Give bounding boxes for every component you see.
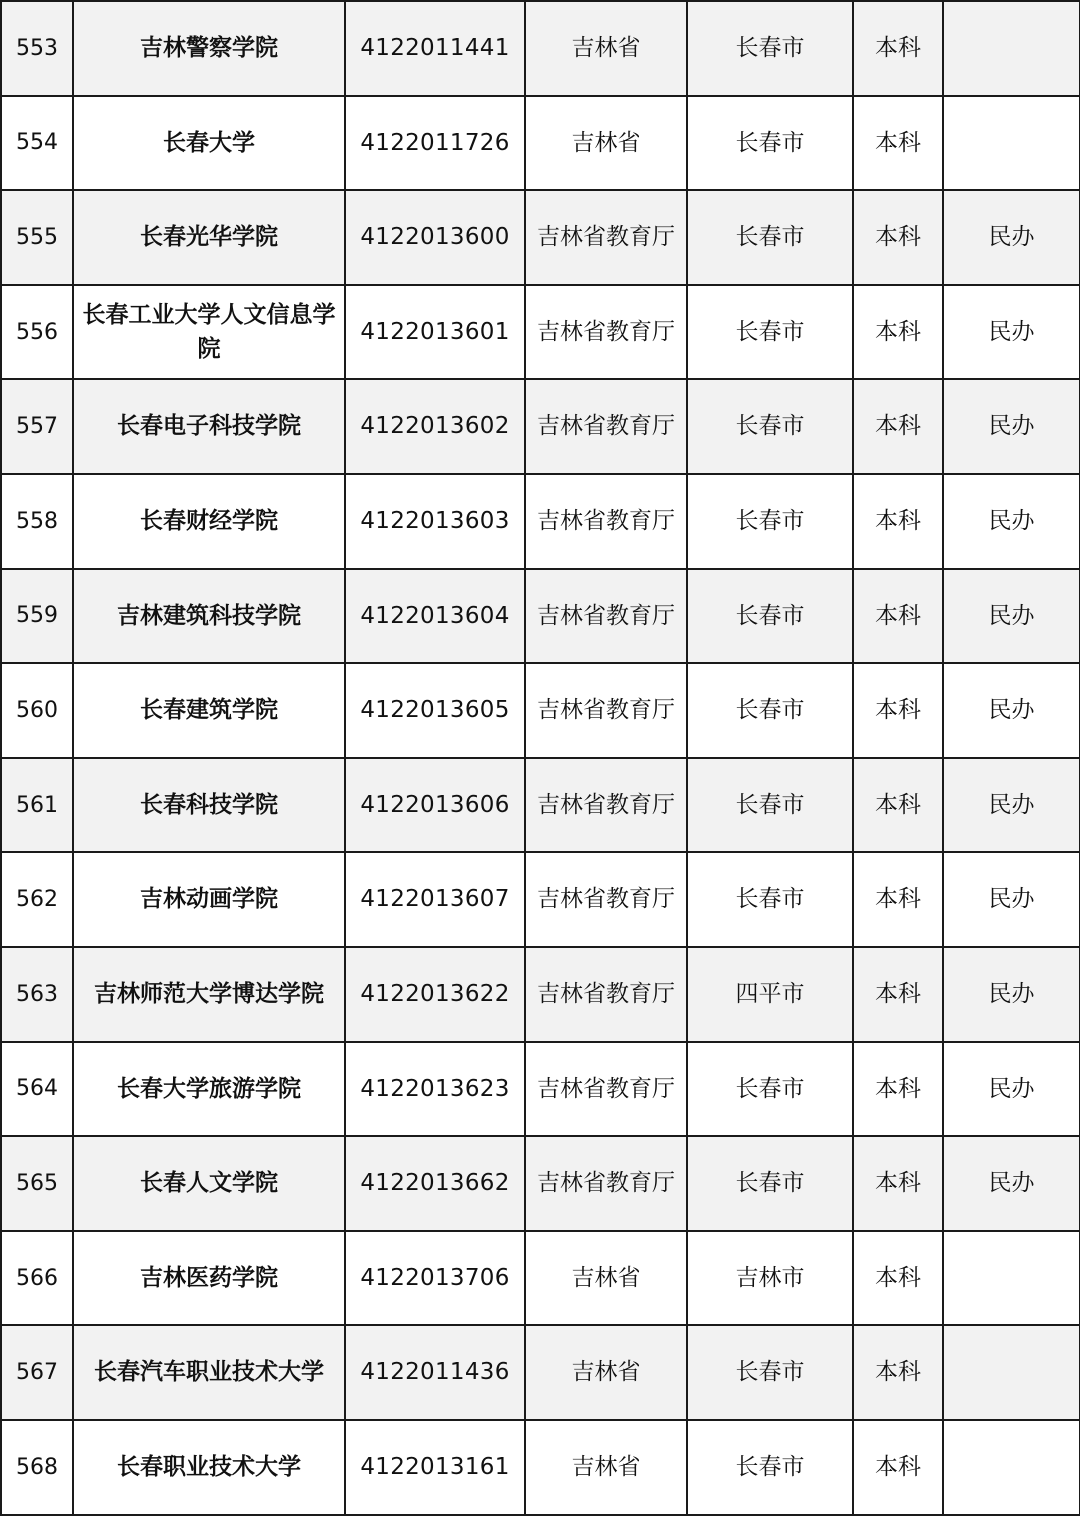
school-code: 4122013607 — [345, 852, 525, 947]
school-code: 4122013606 — [345, 758, 525, 853]
authority: 吉林省教育厅 — [525, 474, 687, 569]
row-number: 563 — [1, 947, 73, 1042]
authority: 吉林省教育厅 — [525, 663, 687, 758]
row-number: 562 — [1, 852, 73, 947]
row-number: 553 — [1, 1, 73, 96]
table-row — [1, 663, 1080, 758]
authority: 吉林省教育厅 — [525, 190, 687, 285]
authority: 吉林省 — [525, 1231, 687, 1326]
city: 长春市 — [687, 96, 853, 191]
school-code: 4122013662 — [345, 1136, 525, 1231]
city: 长春市 — [687, 1042, 853, 1137]
authority: 吉林省教育厅 — [525, 852, 687, 947]
table-row — [1, 1325, 1080, 1420]
table-row — [1, 947, 1080, 1042]
note — [943, 1420, 1080, 1515]
row-number: 554 — [1, 96, 73, 191]
note: 民办 — [943, 947, 1080, 1042]
city: 四平市 — [687, 947, 853, 1042]
school-code: 4122011726 — [345, 96, 525, 191]
authority: 吉林省 — [525, 96, 687, 191]
education-level: 本科 — [853, 1, 943, 96]
table-row — [1, 1231, 1080, 1326]
school-name: 长春大学旅游学院 — [73, 1042, 345, 1137]
education-level: 本科 — [853, 1420, 943, 1515]
school-name: 长春人文学院 — [73, 1136, 345, 1231]
note: 民办 — [943, 379, 1080, 474]
school-name: 长春职业技术大学 — [73, 1420, 345, 1515]
education-level: 本科 — [853, 285, 943, 380]
education-level: 本科 — [853, 379, 943, 474]
authority: 吉林省教育厅 — [525, 758, 687, 853]
school-code: 4122013622 — [345, 947, 525, 1042]
table-body — [1, 1, 1080, 1515]
row-number: 565 — [1, 1136, 73, 1231]
note: 民办 — [943, 190, 1080, 285]
school-code: 4122013623 — [345, 1042, 525, 1137]
school-code: 4122013605 — [345, 663, 525, 758]
education-level: 本科 — [853, 96, 943, 191]
education-level: 本科 — [853, 1042, 943, 1137]
school-name: 吉林师范大学博达学院 — [73, 947, 345, 1042]
city: 长春市 — [687, 1420, 853, 1515]
table-row — [1, 190, 1080, 285]
authority: 吉林省教育厅 — [525, 947, 687, 1042]
row-number: 558 — [1, 474, 73, 569]
education-level: 本科 — [853, 663, 943, 758]
school-code: 4122013602 — [345, 379, 525, 474]
row-number: 557 — [1, 379, 73, 474]
education-level: 本科 — [853, 474, 943, 569]
education-level: 本科 — [853, 190, 943, 285]
school-name: 吉林警察学院 — [73, 1, 345, 96]
note: 民办 — [943, 1136, 1080, 1231]
authority: 吉林省教育厅 — [525, 379, 687, 474]
school-name: 长春科技学院 — [73, 758, 345, 853]
row-number: 561 — [1, 758, 73, 853]
table-row — [1, 1420, 1080, 1515]
authority: 吉林省教育厅 — [525, 1136, 687, 1231]
row-number: 559 — [1, 569, 73, 664]
table-row — [1, 379, 1080, 474]
note: 民办 — [943, 569, 1080, 664]
city: 长春市 — [687, 285, 853, 380]
authority: 吉林省教育厅 — [525, 285, 687, 380]
authority: 吉林省教育厅 — [525, 1042, 687, 1137]
table-row — [1, 758, 1080, 853]
school-code: 4122013161 — [345, 1420, 525, 1515]
note: 民办 — [943, 758, 1080, 853]
table-row — [1, 96, 1080, 191]
note: 民办 — [943, 474, 1080, 569]
city: 长春市 — [687, 758, 853, 853]
education-level: 本科 — [853, 1325, 943, 1420]
school-name: 长春汽车职业技术大学 — [73, 1325, 345, 1420]
school-code: 4122013604 — [345, 569, 525, 664]
school-code: 4122011441 — [345, 1, 525, 96]
school-name: 长春电子科技学院 — [73, 379, 345, 474]
table-row — [1, 1136, 1080, 1231]
education-level: 本科 — [853, 947, 943, 1042]
table-row — [1, 569, 1080, 664]
authority: 吉林省 — [525, 1, 687, 96]
city: 长春市 — [687, 569, 853, 664]
school-code: 4122011436 — [345, 1325, 525, 1420]
school-name: 吉林医药学院 — [73, 1231, 345, 1326]
school-code: 4122013600 — [345, 190, 525, 285]
note — [943, 1231, 1080, 1326]
school-name: 长春工业大学人文信息学院 — [73, 285, 345, 380]
school-name: 吉林动画学院 — [73, 852, 345, 947]
school-name: 长春财经学院 — [73, 474, 345, 569]
row-number: 556 — [1, 285, 73, 380]
city: 长春市 — [687, 1325, 853, 1420]
education-level: 本科 — [853, 1136, 943, 1231]
school-code: 4122013706 — [345, 1231, 525, 1326]
school-name: 长春光华学院 — [73, 190, 345, 285]
education-level: 本科 — [853, 758, 943, 853]
school-name: 长春建筑学院 — [73, 663, 345, 758]
row-number: 568 — [1, 1420, 73, 1515]
authority: 吉林省 — [525, 1420, 687, 1515]
city: 长春市 — [687, 1, 853, 96]
authority: 吉林省 — [525, 1325, 687, 1420]
note: 民办 — [943, 285, 1080, 380]
note: 民办 — [943, 1042, 1080, 1137]
city: 吉林市 — [687, 1231, 853, 1326]
city: 长春市 — [687, 663, 853, 758]
table-row — [1, 1, 1080, 96]
city: 长春市 — [687, 1136, 853, 1231]
row-number: 555 — [1, 190, 73, 285]
note — [943, 1, 1080, 96]
note — [943, 1325, 1080, 1420]
school-code: 4122013603 — [345, 474, 525, 569]
education-level: 本科 — [853, 569, 943, 664]
note: 民办 — [943, 663, 1080, 758]
school-name: 长春大学 — [73, 96, 345, 191]
education-level: 本科 — [853, 852, 943, 947]
table-row — [1, 1042, 1080, 1137]
city: 长春市 — [687, 190, 853, 285]
row-number: 564 — [1, 1042, 73, 1137]
city: 长春市 — [687, 379, 853, 474]
education-level: 本科 — [853, 1231, 943, 1326]
city: 长春市 — [687, 852, 853, 947]
row-number: 567 — [1, 1325, 73, 1420]
row-number: 560 — [1, 663, 73, 758]
note: 民办 — [943, 852, 1080, 947]
authority: 吉林省教育厅 — [525, 569, 687, 664]
table-row — [1, 474, 1080, 569]
school-name: 吉林建筑科技学院 — [73, 569, 345, 664]
school-code: 4122013601 — [345, 285, 525, 380]
table-row — [1, 285, 1080, 380]
row-number: 566 — [1, 1231, 73, 1326]
note — [943, 96, 1080, 191]
table-row — [1, 852, 1080, 947]
city: 长春市 — [687, 474, 853, 569]
